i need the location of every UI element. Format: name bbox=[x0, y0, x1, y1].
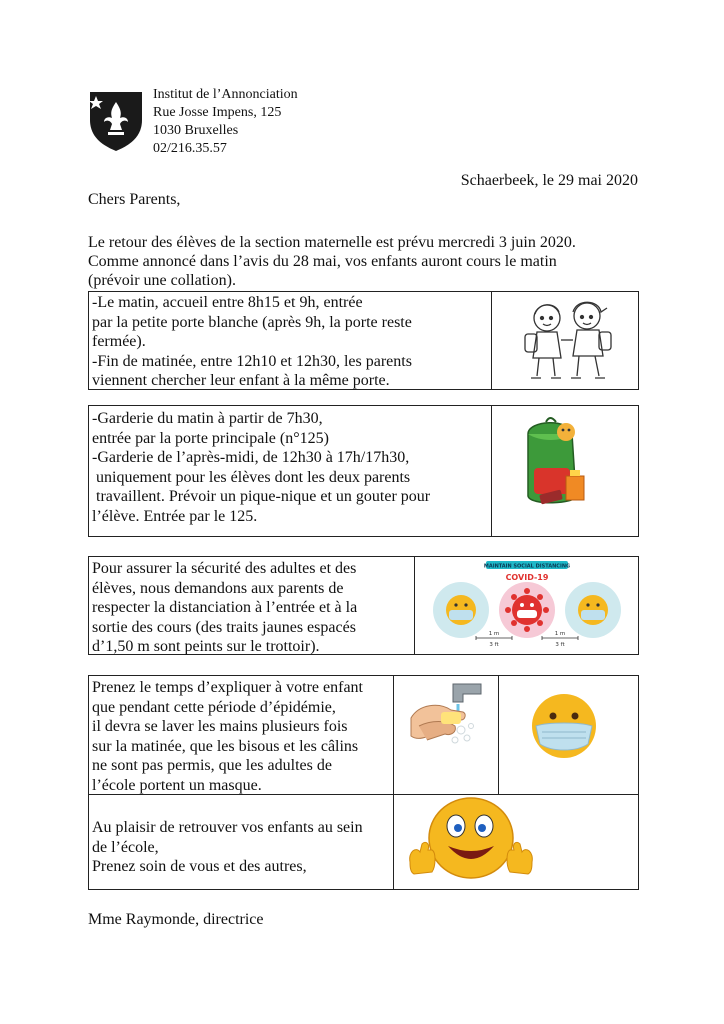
distance-right-ft: 3 ft bbox=[555, 642, 565, 648]
distance-right-m: 1 m bbox=[554, 631, 566, 637]
school-phone: 02/216.35.57 bbox=[153, 141, 227, 156]
text-line: -Garderie de l’après-midi, de 12h30 à 17h/17h30, bbox=[92, 449, 410, 466]
text-line: travaillent. Prévoir un pique-nique et un gouter pour bbox=[92, 488, 431, 505]
intro-line: Le retour des élèves de la section maternelle est prévu mercredi 3 juin 2020. bbox=[88, 234, 576, 251]
text-line: Pour assurer la sécurité des adultes et des bbox=[92, 560, 357, 577]
text-line: respecter la distanciation à l’entrée et à la bbox=[92, 599, 358, 616]
distance-left-ft: 3 ft bbox=[489, 642, 499, 648]
text-line: que pendant cette période d’épidémie, bbox=[92, 698, 336, 716]
text-line: l’élève. Entrée par le 125. bbox=[92, 507, 258, 525]
text-line: uniquement pour les élèves dont les deux parents bbox=[92, 468, 411, 486]
text-line: entrée par la porte principale (n°125) bbox=[92, 429, 329, 447]
text-line: viennent chercher leur enfant à la même porte. bbox=[92, 372, 390, 389]
intro-line: (prévoir une collation). bbox=[88, 272, 236, 289]
text-line: Au plaisir de retrouver vos enfants au sein bbox=[92, 819, 363, 836]
text-line: par la petite porte blanche (après 9h, la porte reste bbox=[92, 313, 412, 331]
text-line: -Fin de matinée, entre 12h10 et 12h30, les parents bbox=[92, 352, 412, 370]
signature: Mme Raymonde, directrice bbox=[88, 911, 264, 928]
daycare-text bbox=[92, 409, 490, 526]
children-walking-icon bbox=[515, 296, 619, 386]
text-line: l’école portent un masque. bbox=[92, 776, 262, 794]
distancing-text bbox=[92, 559, 412, 657]
letter-intro bbox=[88, 233, 648, 290]
text-line: sur la matinée, que les bisous et les câlins bbox=[92, 737, 359, 755]
text-line: -Le matin, accueil entre 8h15 et 9h, entrée bbox=[92, 294, 363, 311]
banner-text: MAINTAIN SOCIAL DISTANCING bbox=[483, 563, 571, 570]
text-line: fermée). bbox=[92, 333, 146, 350]
handwashing-icon bbox=[405, 680, 489, 750]
school-street: Rue Josse Impens, 125 bbox=[153, 105, 282, 120]
text-line: Prenez le temps d’expliquer à votre enfant bbox=[92, 679, 363, 696]
closing-text bbox=[92, 818, 390, 877]
masked-emoji-icon bbox=[528, 690, 600, 762]
text-line: de l’école, bbox=[92, 838, 159, 856]
text-line: sortie des cours (des traits jaunes espacés bbox=[92, 618, 356, 636]
covid-title: COVID-19 bbox=[505, 573, 549, 582]
school-city: 1030 Bruxelles bbox=[153, 123, 239, 138]
school-crest-icon bbox=[88, 86, 144, 152]
letter-date: Schaerbeek, le 29 mai 2020 bbox=[460, 172, 638, 189]
text-line: d’1,50 m sont peints sur le trottoir). bbox=[92, 638, 320, 655]
text-line: élèves, nous demandons aux parents de bbox=[92, 579, 344, 597]
letter-greeting: Chers Parents, bbox=[88, 191, 181, 208]
hygiene-text bbox=[92, 678, 390, 795]
intro-line: Comme annoncé dans l’avis du 28 mai, vos enfants auront cours le matin bbox=[88, 253, 557, 270]
social-distancing-icon bbox=[416, 558, 638, 653]
school-backpack-icon bbox=[520, 412, 590, 512]
thumbs-up-smiley-icon bbox=[402, 796, 540, 886]
distance-left-m: 1 m bbox=[488, 631, 500, 637]
text-line: il devra se laver les mains plusieurs fois bbox=[92, 718, 348, 735]
school-address bbox=[153, 86, 298, 158]
text-line: ne sont pas permis, que les adultes de bbox=[92, 757, 332, 774]
text-line: -Garderie du matin à partir de 7h30, bbox=[92, 410, 323, 427]
arrival-text bbox=[92, 293, 490, 391]
school-name: Institut de l’Annonciation bbox=[153, 87, 298, 102]
text-line: Prenez soin de vous et des autres, bbox=[92, 858, 307, 875]
